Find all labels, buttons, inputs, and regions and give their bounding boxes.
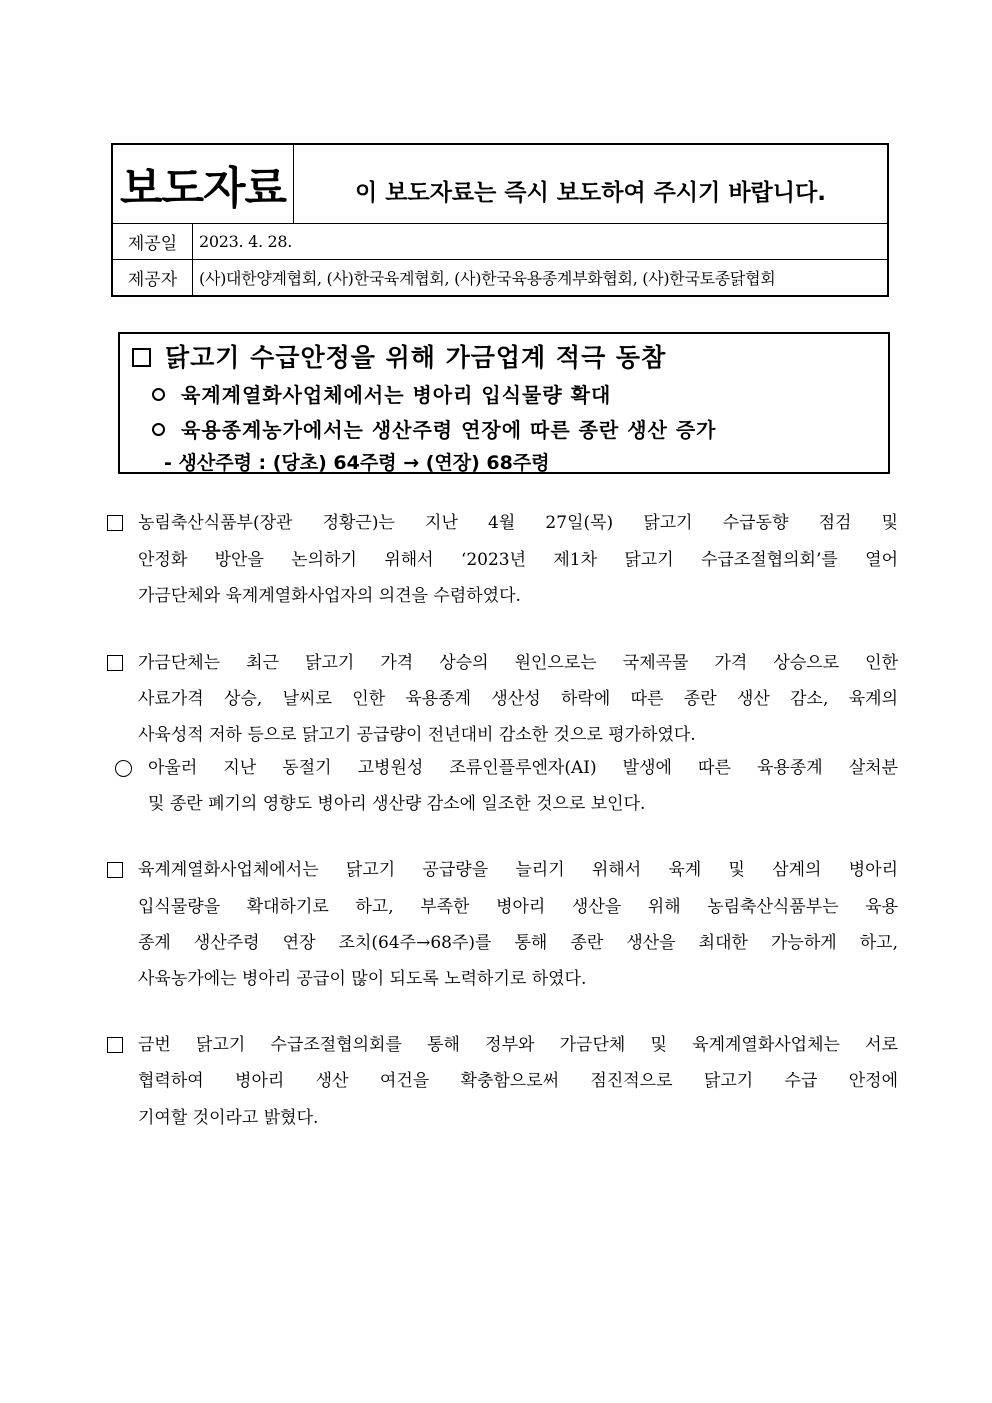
summary-box xyxy=(118,332,890,474)
press-release-label: 보도자료 xyxy=(113,145,294,223)
square-bullet-icon xyxy=(107,862,123,878)
header-title-row xyxy=(113,145,887,223)
summary-sub-item: - 생산주령 : (당초) 64주령 → (연장) 68주령 xyxy=(164,452,550,474)
paragraph-line: 종계 생산주령 연장 조치(64주→68주)를 통해 종란 생산을 최대한 가능하게 하고, xyxy=(138,933,898,953)
summary-bullet-text: 육계계열화사업체에서는 병아리 입식물량 확대 xyxy=(181,383,612,407)
press-release-header xyxy=(111,143,889,297)
date-row xyxy=(113,223,887,259)
provider-row xyxy=(113,259,887,295)
circle-bullet-icon xyxy=(115,760,132,777)
paragraph-sub-line: 및 종란 폐기의 영향도 병아리 생산량 감소에 일조한 것으로 보인다. xyxy=(148,794,646,814)
paragraph-line: 금번 닭고기 수급조절협의회를 통해 정부와 가금단체 및 육계계열화사업체는 서로 xyxy=(138,1035,898,1055)
summary-title-line xyxy=(132,338,666,374)
summary-bullet xyxy=(152,379,611,408)
summary-bullet xyxy=(152,414,716,443)
paragraph-line: 안정화 방안을 논의하기 위해서 ‘2023년 제1차 닭고기 수급조절협의회’를 열어 xyxy=(138,550,898,570)
summary-title: 닭고기 수급안정을 위해 가금업계 적극 동참 xyxy=(165,343,667,372)
date-label: 제공일 xyxy=(113,224,193,259)
circle-bullet-icon xyxy=(152,423,165,436)
summary-bullet-text: 육용종계농가에서는 생산주령 연장에 따른 종란 생산 증가 xyxy=(181,418,717,442)
date-value: 2023. 4. 28. xyxy=(199,232,293,251)
circle-bullet-icon xyxy=(152,388,165,401)
square-bullet-icon xyxy=(107,1037,123,1053)
square-bullet-icon xyxy=(107,515,123,531)
paragraph-line: 사육농가에는 병아리 공급이 많이 되도록 노력하기로 하였다. xyxy=(138,969,587,989)
square-bullet-icon xyxy=(132,348,151,367)
release-notice: 이 보도자료는 즉시 보도하여 주시기 바랍니다. xyxy=(355,179,826,206)
provider-label: 제공자 xyxy=(113,260,193,295)
paragraph-line: 입식물량을 확대하기로 하고, 부족한 병아리 생산을 위해 농림축산식품부는 육용 xyxy=(138,897,898,917)
paragraph-line: 가금단체와 육계계열화사업자의 의견을 수렴하였다. xyxy=(138,586,521,606)
provider-value: (사)대한양계협회, (사)한국육계협회, (사)한국육용종계부화협회, (사)한국토종닭협회 xyxy=(199,269,776,288)
paragraph-line: 사료가격 상승, 날씨로 인한 육용종계 생산성 하락에 따른 종란 생산 감소, 육계의 xyxy=(138,689,898,709)
paragraph-line: 육계계열화사업체에서는 닭고기 공급량을 늘리기 위해서 육계 및 삼계의 병아리 xyxy=(138,860,898,880)
paragraph-line: 가금단체는 최근 닭고기 가격 상승의 원인으로는 국제곡물 가격 상승으로 인한 xyxy=(138,653,898,673)
paragraph-sub-line: 아울러 지난 동절기 고병원성 조류인플루엔자(AI) 발생에 따른 육용종계 살처분 xyxy=(148,758,898,778)
paragraph-line: 사육성적 저하 등으로 닭고기 공급량이 전년대비 감소한 것으로 평가하였다. xyxy=(138,725,696,745)
paragraph-line: 기여할 것이라고 밝혔다. xyxy=(138,1108,319,1128)
square-bullet-icon xyxy=(107,655,123,671)
paragraph-line: 협력하여 병아리 생산 여건을 확충함으로써 점진적으로 닭고기 수급 안정에 xyxy=(138,1071,898,1091)
paragraph-line: 농림축산식품부(장관 정황근)는 지난 4월 27일(목) 닭고기 수급동향 점검 및 xyxy=(138,513,898,533)
